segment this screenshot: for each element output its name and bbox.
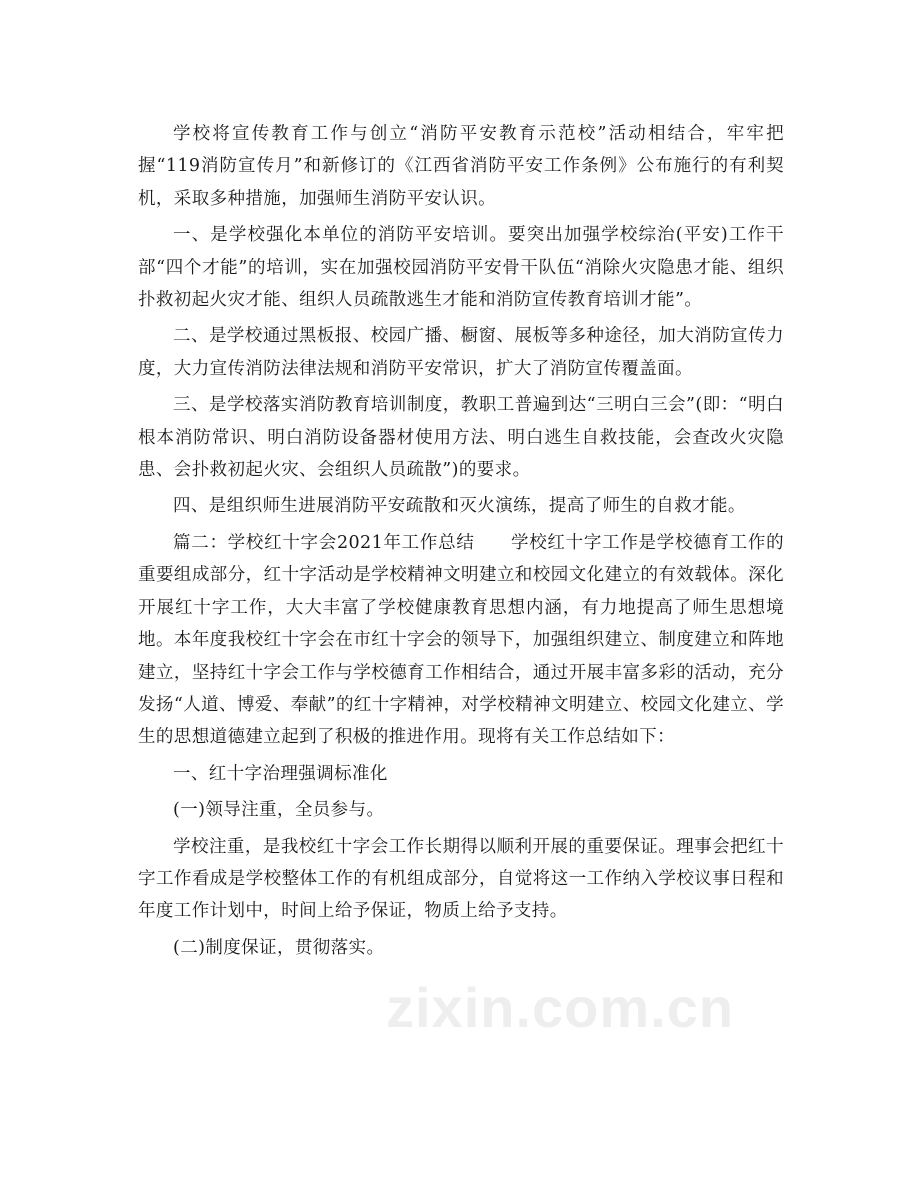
paragraph-item-4: 四、是组织师生进展消防平安疏散和灭火演练，提高了师生的自救才能。 <box>173 496 746 517</box>
paragraph-body: 学校注重，是我校红十字会工作长期得以顺利开展的重要保证。理事会把红十字工作看成是学校整体工作的有机组成部分，自觉将这一工作纳入学校议事日程和年度工作计划中，时间上给予保证，物质上给予支持。 <box>138 836 784 922</box>
subsection-heading-2: (二)制度保证，贯彻落实。 <box>173 937 385 958</box>
paragraph-item-2: 二、是学校通过黑板报、校园广播、橱窗、展板等多种途径，加大消防宣传力度，大力宣传消防法律法规和消防平安常识，扩大了消防宣传覆盖面。 <box>138 326 784 379</box>
section-heading: 一、红十字治理强调标准化 <box>173 763 388 784</box>
paragraph-part-two: 篇二：学校红十字会2021年工作总结 学校红十字工作是学校德育工作的重要组成部分，红十字活动是学校精神文明建立和校园文化建立的有效载体。深化开展红十字工作，大大丰富了学校健康教育思想内涵，有力地提高了师生思想境地。本年度我校红十字会在市红十字会的领导下，加强组织建立、制度建立和阵地建立，坚持红十字会工作与学校德育工作相结合，通过开展丰富多彩的活动，充分发扬“人道、博爱、奉献”的红十字精神，对学校精神文明建立、校园文化建立、学生的思想道德建立起到了积极的推进作用。现将有关工作总结如下： <box>138 532 784 748</box>
watermark: zixin.com.cn <box>386 976 735 1039</box>
paragraph-item-3: 三、是学校落实消防教育培训制度，教职工普遍到达“三明白三会”(即：“明白根本消防常识、明白消防设备器材使用方法、明白逃生自救技能，会查改火灾隐患、会扑救初起火灾、会组织人员疏散”)的要求。 <box>138 395 784 481</box>
document-body <box>138 118 784 968</box>
subsection-heading-1: (一)领导注重，全员参与。 <box>173 800 385 821</box>
paragraph-intro: 学校将宣传教育工作与创立“消防平安教育示范校”活动相结合，牢牢把握“119消防宣传月”和新修订的《江西省消防平安工作条例》公布施行的有利契机，采取多种措施，加强师生消防平安认识。 <box>138 124 784 209</box>
paragraph-item-1: 一、是学校强化本单位的消防平安培训。要突出加强学校综治(平安)工作干部“四个才能”的培训，实在加强校园消防平安骨干队伍“消除火灾隐患才能、组织扑救初起火灾才能、组织人员疏散逃生才能和消防宣传教育培训才能”。 <box>138 225 784 311</box>
